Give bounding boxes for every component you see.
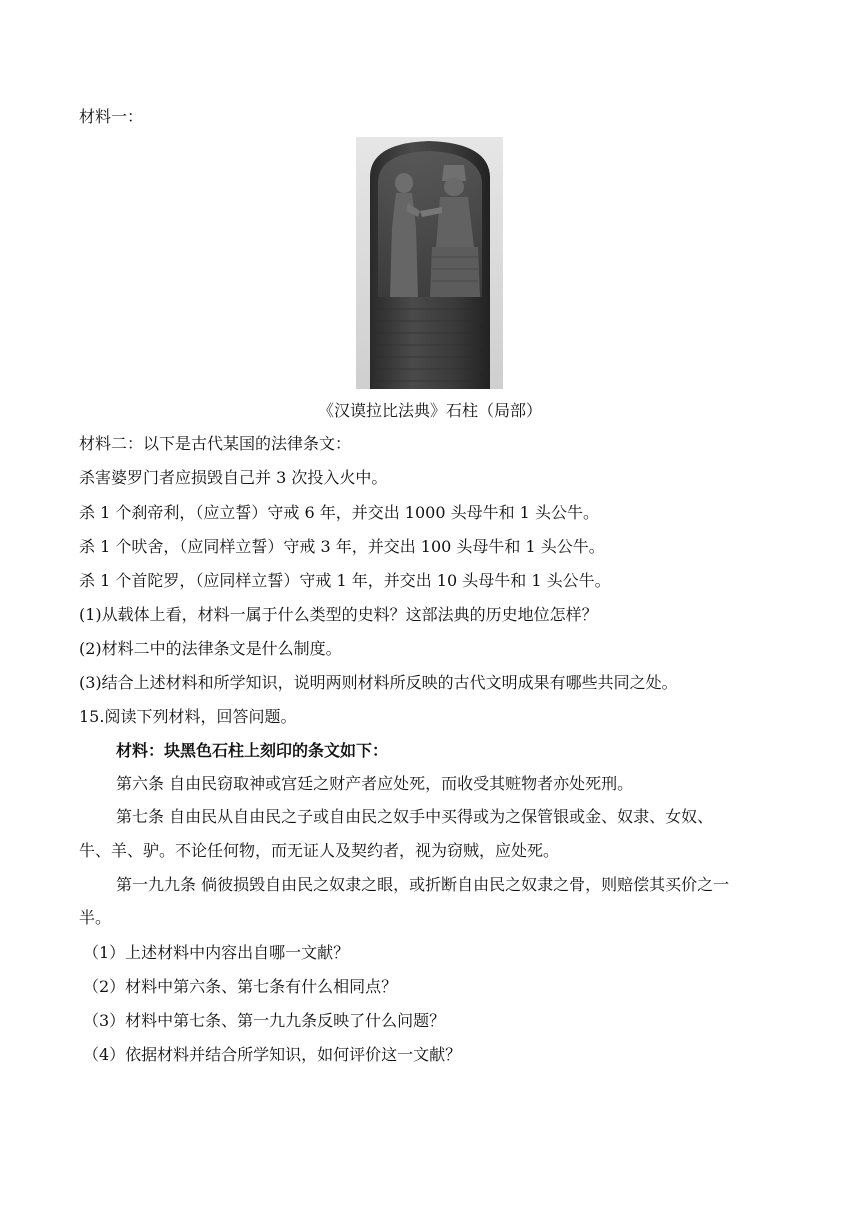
question15-2: （2）材料中第六条、第七条有什么相同点？ — [83, 977, 398, 996]
question15-title: 15.阅读下列材料，回答问题。 — [79, 707, 297, 726]
q15-material-intro — [116, 740, 388, 762]
question14-2: (2)材料二中的法律条文是什么制度。 — [79, 639, 342, 658]
article-7-line-1: 第七条 自由民从自由民之子或自由民之奴手中买得或为之保管银或金、奴隶、女奴、 — [116, 807, 714, 826]
question14-3: (3)结合上述材料和所学知识，说明两则材料所反映的古代文明成果有哪些共同之处。 — [79, 673, 678, 692]
material2-line-3: 杀 1 个吠舍，（应同样立誓）守戒 3 年，并交出 100 头母牛和 1 头公牛。 — [79, 537, 605, 556]
question14-1: (1)从载体上看，材料一属于什么类型的史料？这部法典的历史地位怎样？ — [79, 605, 598, 624]
hammurabi-stele-image — [356, 137, 503, 389]
article-199-line-2: 半。 — [79, 908, 112, 927]
image-caption: 《汉谟拉比法典》石柱（局部） — [317, 401, 542, 420]
material2-heading: 材料二：以下是古代某国的法律条文： — [79, 434, 352, 453]
question15-1: （1）上述材料中内容出自哪一文献？ — [83, 943, 350, 962]
question15-3: （3）材料中第七条、第一九九条反映了什么问题？ — [83, 1011, 446, 1030]
material2-line-2: 杀 1 个刹帝利，（应立誓）守戒 6 年，并交出 1000 头母牛和 1 头公牛。 — [79, 503, 599, 522]
article-199-line-1: 第一九九条 倘彼损毁自由民之奴隶之眼，或折断自由民之奴隶之骨，则赔偿其买价之一 — [116, 875, 730, 894]
material2-line-1: 杀害婆罗门者应损毁自己并 3 次投入火中。 — [79, 468, 388, 487]
question15-4: （4）依据材料并结合所学知识，如何评价这一文献？ — [83, 1045, 462, 1064]
q15-material-intro-text: 块黑色石柱上刻印的条文如下： — [164, 741, 389, 760]
article-6: 第六条 自由民窃取神或宫廷之财产者应处死，而收受其赃物者亦处死刑。 — [116, 774, 634, 793]
article-7-line-2: 牛、羊、驴。不论任何物，而无证人及契约者，视为窃贼，应处死。 — [79, 841, 560, 860]
material2-line-4: 杀 1 个首陀罗，（应同样立誓）守戒 1 年，并交出 10 头母牛和 1 头公牛。 — [79, 571, 611, 590]
material1-heading: 材料一： — [79, 107, 144, 126]
q15-material-label: 材料： — [116, 741, 165, 760]
